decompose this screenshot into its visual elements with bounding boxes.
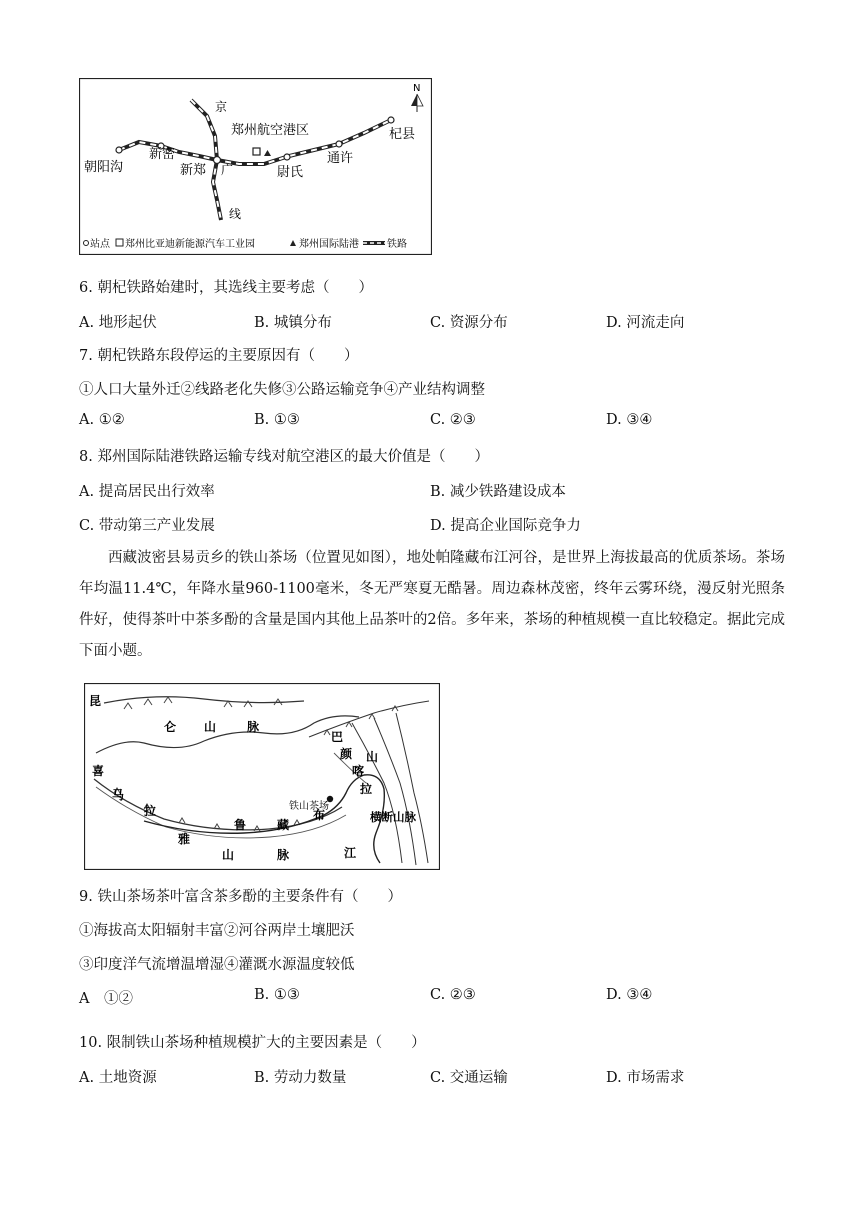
station-chaoyanggou [116,147,122,153]
q8-option-d[interactable]: D. 提高企业国际竞争力 [430,518,581,534]
q6-option-a[interactable]: A. 地形起伏 [79,315,157,331]
legend-station: 站点 [90,239,110,250]
label-ka: 喀 [352,764,365,778]
legend-byd: 郑州比亚迪新能源汽车工业园 [125,239,255,250]
q6-option-c[interactable]: C. 资源分布 [430,315,508,331]
label-xian: 线 [229,207,242,221]
label-xinzheng: 新郑 [180,163,207,178]
byd-park-marker [253,148,260,155]
label-qixian: 杞县 [389,127,416,142]
q6-option-d[interactable]: D. 河流走向 [606,315,685,331]
q9-option-b[interactable]: B. ①③ [254,987,300,1003]
station-xinzheng [214,157,221,164]
railway-map-svg [79,78,432,255]
label-mai1: 脉 [247,720,260,734]
railway-map-figure [79,78,432,255]
question-7-stem: 7. 朝杞铁路东段停运的主要原因有（ ） [79,348,359,364]
label-hengduan: 横断山脉 [370,810,416,824]
label-la1: 拉 [360,782,373,796]
north-label: N [413,83,421,94]
tibet-map-figure [84,683,440,870]
q9-option-c[interactable]: C. ②③ [430,987,476,1003]
label-shan2: 山 [366,750,379,764]
label-bu: 布 [313,808,326,822]
legend-land-port: 郑州国际陆港 [299,239,359,250]
q6-option-b[interactable]: B. 城镇分布 [254,315,332,331]
label-shan1: 山 [204,720,217,734]
station-weishi [284,154,290,160]
label-tongxu: 通许 [327,151,354,166]
label-mai3: 脉 [277,848,290,862]
label-ma: 马 [112,788,125,802]
q8-option-b[interactable]: B. 减少铁路建设成本 [430,484,566,500]
q7-option-b[interactable]: B. ①③ [254,412,300,428]
label-lu: 鲁 [234,818,247,832]
question-6-stem: 6. 朝杞铁路始建时，其选线主要考虑（ ） [79,280,373,296]
label-guang: 广 [221,163,234,177]
question-10-stem: 10. 限制铁山茶场种植规模扩大的主要因素是（ ） [79,1035,426,1051]
q8-option-c[interactable]: C. 带动第三产业发展 [79,518,215,534]
q7-option-a[interactable]: A. ①② [79,412,125,428]
label-xinmi: 新密 [149,147,176,162]
question-9-stem: 9. 铁山茶场茶叶富含茶多酚的主要条件有（ ） [79,889,402,905]
label-la2: 拉 [144,804,157,818]
label-weishi: 尉氏 [277,165,304,180]
q10-option-d[interactable]: D. 市场需求 [606,1070,685,1086]
label-zang: 藏 [277,818,290,832]
question-8-stem: 8. 郑州国际陆港铁路运输专线对航空港区的最大价值是（ ） [79,449,489,465]
label-ba: 巴 [331,730,344,744]
q7-option-c[interactable]: C. ②③ [430,412,476,428]
q9-option-a[interactable]: A ①② [79,991,133,1007]
station-tongxu [336,141,342,147]
q10-option-b[interactable]: B. 劳动力数量 [254,1070,347,1086]
station-qixian [388,117,394,123]
label-yan: 颜 [340,747,353,761]
question-9-items-2: ③印度洋气流增温增湿④灌溉水源温度较低 [79,957,355,973]
label-tieshan-tea-farm: 铁山茶场 [289,801,329,812]
legend-railway: 铁路 [387,239,407,250]
label-shan3: 山 [222,848,235,862]
question-7-items: ①人口大量外迁②线路老化失修③公路运输竞争④产业结构调整 [79,382,485,398]
map-legend [84,237,408,250]
tibet-map-svg [84,683,440,870]
q9-option-d[interactable]: D. ③④ [606,987,653,1003]
label-ya: 雅 [178,832,191,846]
label-chaoyanggou: 朝阳沟 [84,160,124,175]
label-jing: 京 [215,100,228,114]
label-lun: 仑 [164,720,177,734]
label-airport-zone: 郑州航空港区 [231,123,310,138]
q10-option-c[interactable]: C. 交通运输 [430,1070,508,1086]
question-9-items-1: ①海拔高太阳辐射丰富②河谷两岸土壤肥沃 [79,923,355,939]
q8-option-a[interactable]: A. 提高居民出行效率 [79,484,215,500]
q7-option-d[interactable]: D. ③④ [606,412,653,428]
label-xi: 喜 [92,764,105,778]
reading-passage [79,543,785,667]
label-kun: 昆 [89,694,102,708]
label-jiang: 江 [344,846,357,860]
q10-option-a[interactable]: A. 土地资源 [79,1070,157,1086]
passage-text: 西藏波密县易贡乡的铁山茶场（位置见如图），地处帕隆藏布江河谷，是世界上海拔最高的优质茶场。茶场年均温11.4℃，年降水量960-1100毫米，冬无严寒夏无酷暑。周边森林茂密，终年云雾环绕，漫反射光照条件好，使得茶叶中茶多酚的含量是国内其他上品茶叶的2倍。多年来，茶场的种植规模一直比较稳定。据此完成下面小题。 [79,550,785,659]
